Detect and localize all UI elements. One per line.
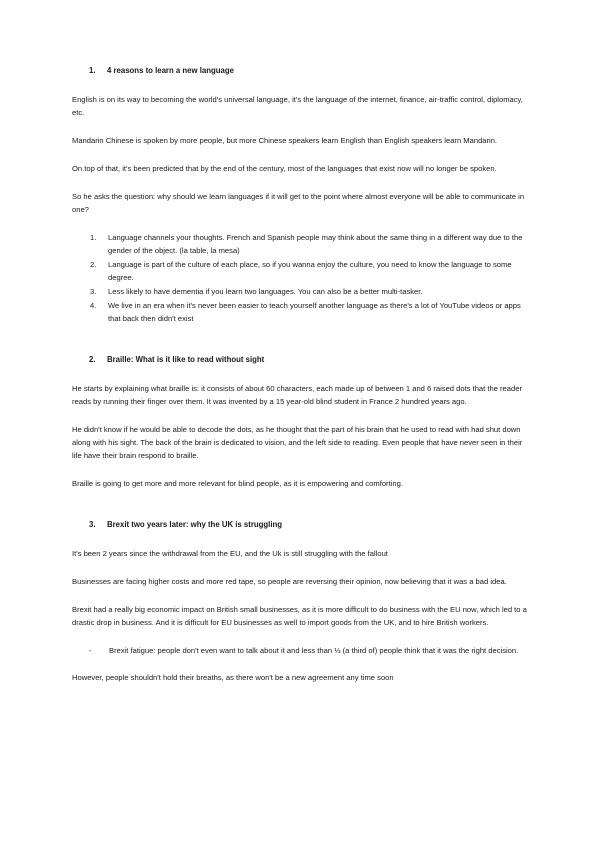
list-item: [72, 299, 528, 325]
section-number: 2.: [89, 355, 96, 364]
paragraph: So he asks the question: why should we learn languages if it will get to the point where almost everyone will be able to communicate in one?: [72, 192, 525, 214]
paragraph: English is on its way to becoming the world's universal language, it's the language of the internet, finance, air-traffic control, diplomacy, etc.: [72, 95, 523, 117]
list-item: [72, 285, 528, 298]
section-heading-1: [72, 64, 528, 77]
paragraph: However, people shouldn't hold their breaths, as there won't be a new agreement any time soon: [72, 673, 394, 682]
list-item-text: We live in an era when it's never been easier to teach yourself another language as there's a lot of YouTube videos or apps that back then didn't exist: [108, 301, 521, 323]
paragraph: He starts by explaining what braille is: it consists of about 60 characters, each made up of between 1 and 6 raised dots that the reader reads by running their finger over them. It was invented by a 15 year-old blind student in France 2 hundred years ago.: [72, 384, 522, 406]
section-heading-2: [72, 353, 528, 366]
bullet-marker: -: [89, 646, 92, 655]
paragraph: Businesses are facing higher costs and more red tape, so people are reversing their opinion, now believing that it was a bad idea.: [72, 577, 507, 586]
paragraph: Mandarin Chinese is spoken by more people, but more Chinese speakers learn English than English speakers learn Mandarin.: [72, 136, 498, 145]
list-number: 1.: [90, 233, 97, 242]
paragraph: On top of that, it's been predicted that by the end of the century, most of the languages that exist now will no longer be spoken.: [72, 164, 497, 173]
list-number: 3.: [90, 287, 97, 296]
reasons-list: [72, 231, 528, 325]
section-title: Braille: What is it like to read without sight: [107, 355, 265, 364]
section-heading-3: [72, 518, 528, 531]
list-item-text: Less likely to have dementia if you learn two languages. You can also be a better multi-tasker.: [108, 287, 423, 296]
list-item: [72, 644, 528, 657]
list-number: 2.: [90, 260, 97, 269]
list-number: 4.: [90, 301, 97, 310]
paragraph: Braille is going to get more and more relevant for blind people, as it is empowering and comforting.: [72, 479, 403, 488]
section-number: 3.: [89, 520, 96, 529]
paragraph: It's been 2 years since the withdrawal from the EU, and the Uk is still struggling with the fallout: [72, 549, 388, 558]
list-item: [72, 231, 528, 257]
paragraph: He didn't know if he would be able to decode the dots, as he thought that the part of his brain that he used to read with had shut down along with his sight. The back of the brain is dedicated to vision, and the left side to reading. Even people that have never seen in their life have their brain respond to braille.: [72, 425, 523, 460]
section-title: Brexit two years later: why the UK is struggling: [107, 520, 283, 529]
list-item: [72, 258, 528, 284]
section-number: 1.: [89, 66, 96, 75]
bullet-list: [72, 644, 528, 657]
section-title: 4 reasons to learn a new language: [107, 66, 234, 75]
list-item-text: Language is part of the culture of each place, so if you wanna enjoy the culture, you need to know the language to some degree.: [108, 260, 512, 282]
list-item-text: Brexit fatigue: people don't even want to talk about it and less than ⅓ (a third of) people think that it was the right decision.: [109, 646, 519, 655]
list-item-text: Language channels your thoughts. French and Spanish people may think about the same thing in a different way due to the gender of the object. (la table, la mesa): [108, 233, 523, 255]
paragraph: Brexit had a really big economic impact on British small businesses, as it is more difficult to do business with the EU now, which led to a drastic drop in business. And it is difficult for EU businesses as well to import goods from the UK, and to hire British workers.: [72, 605, 527, 627]
